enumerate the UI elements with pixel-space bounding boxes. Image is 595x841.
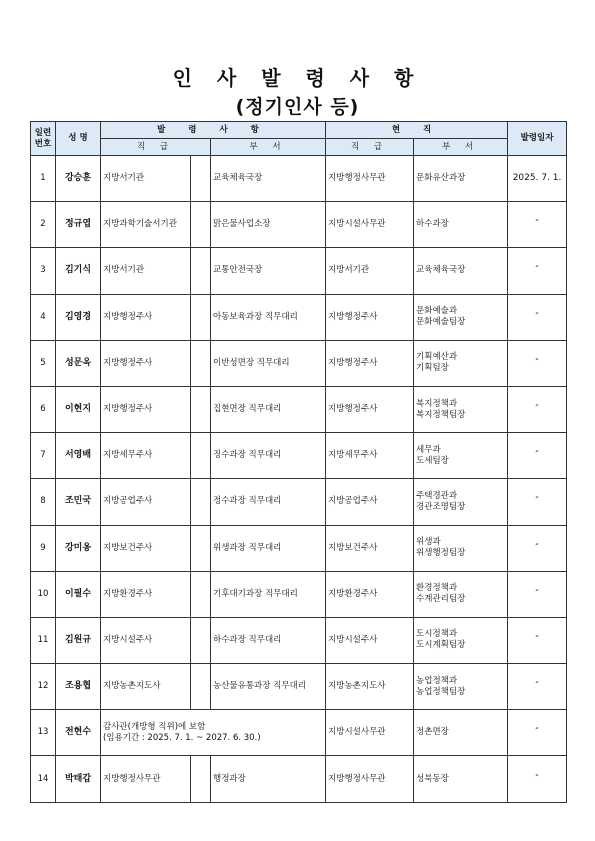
name-cell: 김기식 bbox=[56, 248, 101, 294]
table-row bbox=[31, 571, 567, 617]
serial-number-cell: 3 bbox=[31, 248, 56, 294]
current-department-line: 세무과 bbox=[416, 444, 441, 455]
header-serial: 일련 번호 bbox=[31, 122, 56, 156]
grade-cell: 지방행정주사 bbox=[101, 294, 191, 340]
header-current: 현 직 bbox=[326, 122, 508, 139]
date-cell: ″ bbox=[508, 525, 567, 571]
current-department-cell bbox=[414, 340, 508, 386]
header-date: 발령일자 bbox=[508, 122, 567, 156]
current-grade-cell: 지방보건주사 bbox=[326, 525, 414, 571]
current-department-line: 기획예산과 bbox=[416, 352, 458, 363]
blank-cell bbox=[191, 248, 211, 294]
current-department-line: 농업정책과 bbox=[416, 675, 458, 686]
name-cell: 조용협 bbox=[56, 664, 101, 710]
date-cell: ″ bbox=[508, 294, 567, 340]
table-row bbox=[31, 248, 567, 294]
current-team-line: 도시계획팀장 bbox=[416, 640, 466, 651]
table-row bbox=[31, 156, 567, 202]
date-cell: ″ bbox=[508, 479, 567, 525]
document-subtitle: (정기인사 등) bbox=[235, 96, 360, 118]
current-grade-cell: 지방시설주사 bbox=[326, 617, 414, 663]
blank-cell bbox=[191, 756, 211, 802]
grade-cell: 지방행정사무관 bbox=[101, 756, 191, 802]
name-cell: 강승훈 bbox=[56, 156, 101, 202]
serial-number-cell: 8 bbox=[31, 479, 56, 525]
grade-cell: 지방농촌지도사 bbox=[101, 664, 191, 710]
current-department-line: 하수과장 bbox=[416, 219, 449, 230]
current-grade-cell: 지방농촌지도사 bbox=[326, 664, 414, 710]
date-cell: ″ bbox=[508, 202, 567, 248]
name-cell: 김영경 bbox=[56, 294, 101, 340]
current-team-line: 경관조명팀장 bbox=[416, 501, 466, 512]
current-department-cell bbox=[414, 664, 508, 710]
department-cell: 맑은물사업소장 bbox=[211, 202, 326, 248]
date-cell: ″ bbox=[508, 710, 567, 756]
serial-number-cell: 13 bbox=[31, 710, 56, 756]
date-cell: ″ bbox=[508, 433, 567, 479]
department-cell: 하수과장 직무대리 bbox=[211, 617, 326, 663]
current-department-cell bbox=[414, 433, 508, 479]
table-row bbox=[31, 525, 567, 571]
header-name: 성 명 bbox=[56, 122, 101, 156]
current-department-cell bbox=[414, 156, 508, 202]
current-department-line: 도시정책과 bbox=[416, 629, 458, 640]
grade-cell: 지방행정주사 bbox=[101, 386, 191, 432]
department-cell: 이반성면장 직무대리 bbox=[211, 340, 326, 386]
current-grade-cell: 지방행정사무관 bbox=[326, 156, 414, 202]
current-grade-cell: 지방시설사무관 bbox=[326, 202, 414, 248]
serial-number-cell: 9 bbox=[31, 525, 56, 571]
blank-cell bbox=[191, 664, 211, 710]
current-team-line: 위생행정팀장 bbox=[416, 548, 466, 559]
current-department-line: 문화예술과 bbox=[416, 306, 458, 317]
current-department-cell bbox=[414, 571, 508, 617]
merged-appointment-line: 감사관(개방형 직위)에 보함 bbox=[103, 721, 206, 732]
appointment-period-line: (임용기간 : 2025. 7. 1. ~ 2027. 6. 30.) bbox=[103, 732, 261, 743]
serial-number-cell: 11 bbox=[31, 617, 56, 663]
header-department: 부 서 bbox=[211, 139, 326, 156]
table-row bbox=[31, 202, 567, 248]
grade-cell: 지방보건주사 bbox=[101, 525, 191, 571]
serial-number-cell: 4 bbox=[31, 294, 56, 340]
serial-number-cell: 12 bbox=[31, 664, 56, 710]
date-cell: ″ bbox=[508, 340, 567, 386]
department-cell: 기후대기과장 직무대리 bbox=[211, 571, 326, 617]
current-grade-cell: 지방행정주사 bbox=[326, 386, 414, 432]
name-cell: 서영배 bbox=[56, 433, 101, 479]
current-grade-cell: 지방서기관 bbox=[326, 248, 414, 294]
table-row bbox=[31, 386, 567, 432]
current-team-line: 수계관리팀장 bbox=[416, 594, 466, 605]
current-department-cell bbox=[414, 248, 508, 294]
current-team-line: 복지정책팀장 bbox=[416, 409, 466, 420]
serial-number-cell: 1 bbox=[31, 156, 56, 202]
date-cell: ″ bbox=[508, 664, 567, 710]
header-current-department: 부 서 bbox=[414, 139, 508, 156]
name-cell: 이현지 bbox=[56, 386, 101, 432]
table-row bbox=[31, 479, 567, 525]
grade-cell: 지방시설주사 bbox=[101, 617, 191, 663]
name-cell: 전현수 bbox=[56, 710, 101, 756]
current-department-cell bbox=[414, 710, 508, 756]
table-row bbox=[31, 433, 567, 479]
table-row bbox=[31, 294, 567, 340]
current-department-cell bbox=[414, 479, 508, 525]
department-cell: 정수과장 직무대리 bbox=[211, 479, 326, 525]
grade-cell: 지방공업주사 bbox=[101, 479, 191, 525]
department-cell: 교통안전국장 bbox=[211, 248, 326, 294]
current-grade-cell: 지방행정주사 bbox=[326, 340, 414, 386]
grade-cell: 지방서기관 bbox=[101, 248, 191, 294]
current-department-cell bbox=[414, 525, 508, 571]
blank-cell bbox=[191, 571, 211, 617]
date-cell: ″ bbox=[508, 248, 567, 294]
blank-cell bbox=[191, 433, 211, 479]
date-cell: ″ bbox=[508, 386, 567, 432]
table-row bbox=[31, 617, 567, 663]
header-appointment: 발 령 사 항 bbox=[101, 122, 326, 139]
current-department-cell bbox=[414, 756, 508, 802]
name-cell: 박태갑 bbox=[56, 756, 101, 802]
blank-cell bbox=[191, 386, 211, 432]
current-department-cell bbox=[414, 386, 508, 432]
department-cell: 집현면장 직무대리 bbox=[211, 386, 326, 432]
name-cell: 정규엽 bbox=[56, 202, 101, 248]
department-cell: 아동보육과장 직무대리 bbox=[211, 294, 326, 340]
grade-cell: 지방서기관 bbox=[101, 156, 191, 202]
department-cell: 행정과장 bbox=[211, 756, 326, 802]
current-grade-cell: 지방환경주사 bbox=[326, 571, 414, 617]
date-cell: ″ bbox=[508, 756, 567, 802]
grade-cell: 지방행정주사 bbox=[101, 340, 191, 386]
current-department-line: 위생과 bbox=[416, 537, 441, 548]
merged-appointment-cell bbox=[101, 710, 326, 756]
current-grade-cell: 지방행정주사 bbox=[326, 294, 414, 340]
name-cell: 성문옥 bbox=[56, 340, 101, 386]
blank-cell bbox=[191, 617, 211, 663]
date-cell: ″ bbox=[508, 571, 567, 617]
current-department-cell bbox=[414, 294, 508, 340]
current-grade-cell: 지방시설사무관 bbox=[326, 710, 414, 756]
serial-number-cell: 10 bbox=[31, 571, 56, 617]
grade-cell: 지방세무주사 bbox=[101, 433, 191, 479]
table-body bbox=[31, 156, 567, 803]
grade-cell: 지방과학기술서기관 bbox=[101, 202, 191, 248]
current-department-cell bbox=[414, 202, 508, 248]
department-cell: 교육체육국장 bbox=[211, 156, 326, 202]
table-row bbox=[31, 664, 567, 710]
serial-number-cell: 6 bbox=[31, 386, 56, 432]
department-cell: 징수과장 직무대리 bbox=[211, 433, 326, 479]
current-team-line: 기획팀장 bbox=[416, 363, 449, 374]
name-cell: 이필수 bbox=[56, 571, 101, 617]
current-department-line: 복지정책과 bbox=[416, 398, 458, 409]
current-grade-cell: 지방세무주사 bbox=[326, 433, 414, 479]
serial-number-cell: 5 bbox=[31, 340, 56, 386]
current-department-line: 주택경관과 bbox=[416, 490, 458, 501]
document-title: 인 사 발 령 사 항 bbox=[172, 66, 423, 90]
date-cell: 2025. 7. 1. bbox=[508, 156, 567, 202]
blank-cell bbox=[191, 202, 211, 248]
grade-cell: 지방환경주사 bbox=[101, 571, 191, 617]
current-grade-cell: 지방공업주사 bbox=[326, 479, 414, 525]
blank-cell bbox=[191, 525, 211, 571]
current-department-line: 정촌면장 bbox=[416, 727, 449, 738]
blank-cell bbox=[191, 156, 211, 202]
serial-number-cell: 14 bbox=[31, 756, 56, 802]
serial-number-cell: 2 bbox=[31, 202, 56, 248]
serial-number-cell: 7 bbox=[31, 433, 56, 479]
current-department-line: 환경정책과 bbox=[416, 583, 458, 594]
current-department-cell bbox=[414, 617, 508, 663]
name-cell: 김원규 bbox=[56, 617, 101, 663]
appointment-table bbox=[30, 121, 567, 803]
blank-cell bbox=[191, 479, 211, 525]
current-team-line: 문화예술팀장 bbox=[416, 317, 466, 328]
department-cell: 농산물유통과장 직무대리 bbox=[211, 664, 326, 710]
department-cell: 위생과장 직무대리 bbox=[211, 525, 326, 571]
name-cell: 강미옹 bbox=[56, 525, 101, 571]
current-team-line: 농업정책팀장 bbox=[416, 686, 466, 697]
name-cell: 조민국 bbox=[56, 479, 101, 525]
current-department-line: 문화유산과장 bbox=[416, 173, 466, 184]
header-current-grade: 직 급 bbox=[326, 139, 414, 156]
table-row bbox=[31, 756, 567, 802]
current-team-line: 도세팀장 bbox=[416, 455, 449, 466]
table-row bbox=[31, 340, 567, 386]
blank-cell bbox=[191, 294, 211, 340]
date-cell: ″ bbox=[508, 617, 567, 663]
current-grade-cell: 지방행정사무관 bbox=[326, 756, 414, 802]
table-row bbox=[31, 710, 567, 756]
current-department-line: 성북동장 bbox=[416, 773, 449, 784]
current-department-line: 교육체육국장 bbox=[416, 265, 466, 276]
header-grade: 직 급 bbox=[101, 139, 211, 156]
blank-cell bbox=[191, 340, 211, 386]
